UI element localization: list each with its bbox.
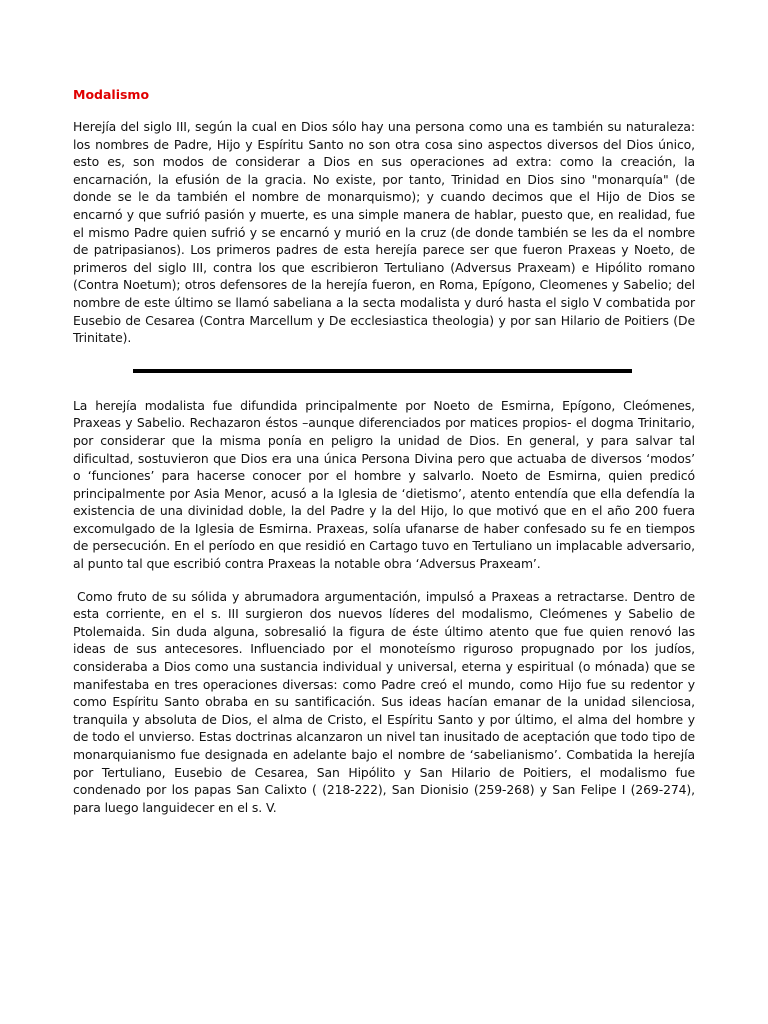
- horizontal-rule: [133, 369, 632, 373]
- document-page: [73, 86, 695, 816]
- paragraph-definition: Herejía del siglo III, según la cual en Dios sólo hay una persona como una es también su naturaleza: los nombres de Padre, Hijo y Espíritu Santo no son otra cosa sino aspectos diversos del Dios único, esto es, son modos de considerar a Dios en sus operaciones ad extra: como la creación, la encarnación, la efusión de la gracia. No existe, por tanto, Trinidad en Dios sino "monarquía" (de donde se le da también el nombre de monarquismo); y cuando decimos que el Hijo de Dios se encarnó y que sufrió pasión y muerte, es una simple manera de hablar, puesto que, en realidad, fue el mismo Padre quien sufrió y se encarnó y murió en la cruz (de donde también se les da el nombre de patripasianos). Los primeros padres de esta herejía parece ser que fueron Praxeas y Noeto, de primeros del siglo III, contra los que escribieron Tertuliano (Adversus Praxeam) e Hipólito romano (Contra Noetum); otros defensores de la herejía fueron, en Roma, Epígono, Cleomenes y Sabelio; del nombre de este último se llamó sabeliana a la secta modalista y duró hasta el siglo V combatida por Eusebio de Cesarea (Contra Marcellum y De ecclesiastica theologia) y por san Hilario de Poitiers (De Trinitate).: [73, 119, 695, 346]
- paragraph-diffusion: La herejía modalista fue difundida principalmente por Noeto de Esmirna, Epígono, Cleómenes, Praxeas y Sabelio. Rechazaron éstos –aunque diferenciados por matices propios- el dogma Trinitario, por considerar que la misma ponía en peligro la unidad de Dios. En general, y para salvar tal dificultad, sostuvieron que Dios era una única Persona Divina pero que actuaba de diversos ‘modos’ o ‘funciones’ para hacerse conocer por el hombre y salvarlo. Noeto de Esmirna, quien predicó principalmente por Asia Menor, acusó a la Iglesia de ‘dietismo’, atento entendía que ella defendía la existencia de una divinidad doble, la del Padre y la del Hijo, lo que motivó que en el año 200 fuera excomulgado de la Iglesia de Esmirna. Praxeas, solía ufanarse de haber confesado su fe en tiempos de persecución. En el período en que residió en Cartago tuvo en Tertuliano un implacable adversario, al punto tal que escribió contra Praxeas la notable obra ‘Adversus Praxeam’.: [73, 397, 695, 572]
- document-title: Modalismo: [73, 87, 150, 102]
- paragraph-sabelius: Como fruto de su sólida y abrumadora argumentación, impulsó a Praxeas a retractarse. Dentro de esta corriente, en el s. III surgieron dos nuevos líderes del modalismo, Cleómenes y Sabelio de Ptolemaida. Sin duda alguna, sobresalió la figura de éste último atento que fue quien renovó las ideas de sus antecesores. Influenciado por el monoteísmo riguroso propugnado por los judíos, consideraba a Dios como una sustancia individual y universal, eterna y espiritual (o mónada) que se manifestaba en tres operaciones diversas: como Padre creó el mundo, como Hijo fue su redentor y como Espíritu Santo obraba en su santificación. Sus ideas hacían emanar de la unidad silenciosa, tranquila y absoluta de Dios, el alma de Cristo, el Espíritu Santo y por último, el alma del hombre y de todo el unvierso. Estas doctrinas alcanzaron un nivel tan inusitado de aceptación que todo tipo de monarquianismo fue designada en adelante bajo el nombre de ‘sabelianismo’. Combatida la herejía por Tertuliano, Eusebio de Cesarea, San Hipólito y San Hilario de Poitiers, el modalismo fue condenado por los papas San Calixto ( (218-222), San Dionisio (259-268) y San Felipe I (269-274), para luego languidecer en el s. V.: [73, 588, 695, 815]
